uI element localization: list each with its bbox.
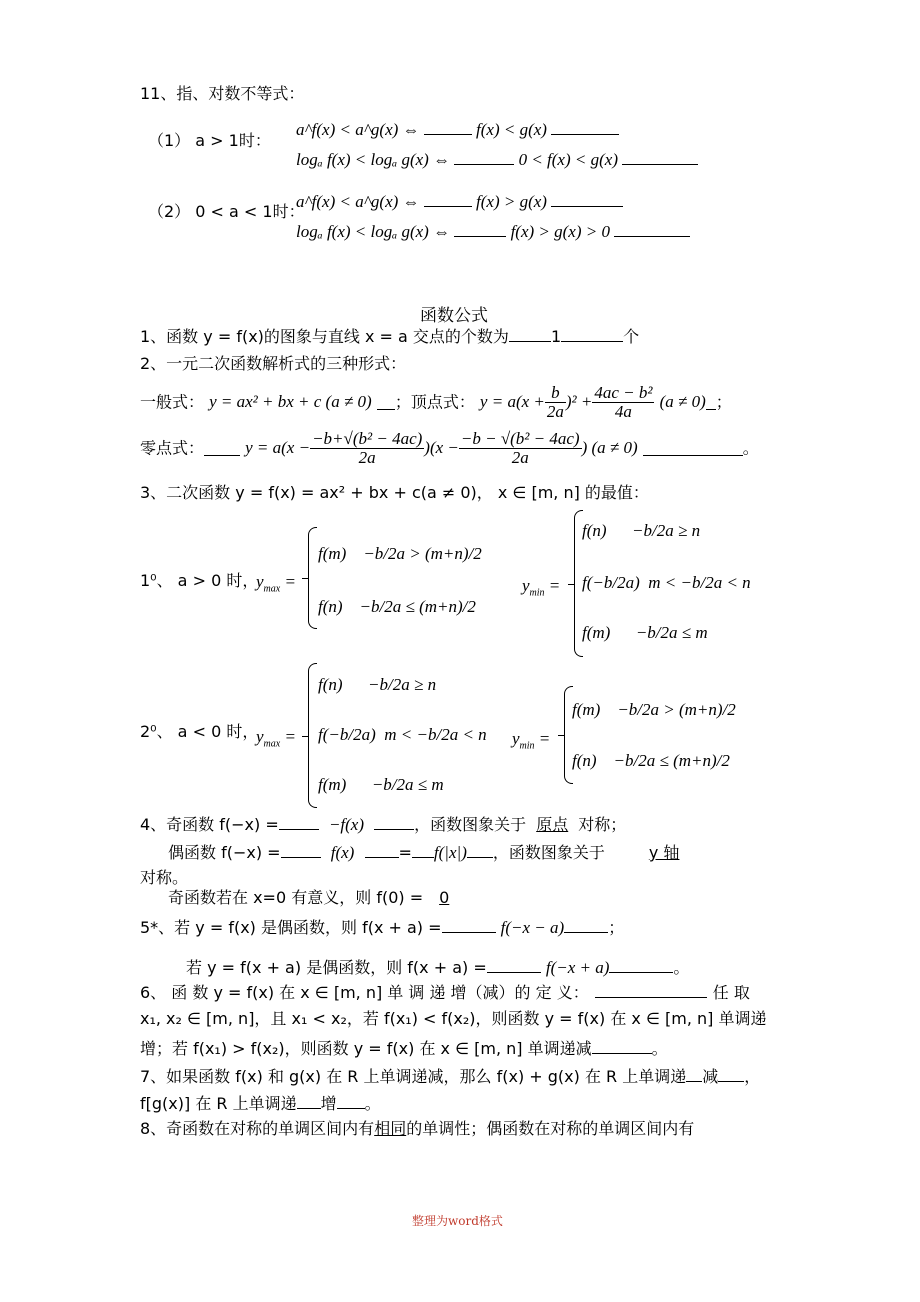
s11-c1-line1	[296, 120, 619, 138]
p7-l1-pre: 7、如果函数 f(x) 和 g(x) 在 R 上单调递减，那么 f(x) + g(x) 在 R 上单调递	[140, 1067, 687, 1086]
p6-l1: 6、 函 数 y = f(x) 在 x ∈ [m, n] 单 调 递 增（减）的 定 义：	[140, 983, 589, 1002]
p8-pre: 8、奇函数在对称的单调区间内有	[140, 1119, 375, 1138]
p2-vertex-post: (a ≠ 0)	[659, 392, 706, 411]
p5-l2-pre: 若 y = f(x + a) 是偶函数，则 f(x + a) =	[186, 958, 487, 977]
p3-c1-max-row2: f(n) −b/2a ≤ (m+n)/2	[318, 597, 476, 616]
p8-post: 的单调性；偶函数在对称的单调区间内有	[406, 1119, 695, 1138]
s11-c2-l2-ans: f(x) > g(x) > 0	[510, 222, 610, 241]
p3-c2-ymax: $y_{max}$ =	[256, 727, 296, 750]
p2-end2: 。	[742, 438, 759, 458]
p3-c1-max-row1: f(m) −b/2a > (m+n)/2	[318, 544, 482, 563]
p6-line2: x₁, x₂ ∈ [m, n]，且 x₁ < x₂，若 f(x₁) < f(x₂)，则函数 y = f(x) 在 x ∈ [m, n] 单调递	[140, 1009, 767, 1028]
p6-l3-post: 。	[651, 1039, 668, 1058]
p4-odd-mid: ，函数图象关于	[414, 815, 527, 834]
p2-zero-f1-num: −b+√(b² − 4ac)	[312, 429, 423, 448]
p2-end1: ；	[715, 392, 732, 412]
p2-zero-post: ) (a ≠ 0)	[581, 438, 638, 457]
p3-c2-ymin: $y_{min}$ =	[512, 729, 551, 752]
p7-l2-pre: f[g(x)] 在 R 上单调递	[140, 1094, 297, 1113]
p8-ans: 相同	[374, 1119, 407, 1138]
s11-title: 11、指、对数不等式：	[140, 84, 305, 103]
p2-zero-f2-num: −b − √(b² − 4ac)	[460, 429, 580, 448]
p5-l1-ans: f(−x − a)	[500, 918, 565, 937]
p7-line1	[140, 1067, 760, 1085]
s11-c1-l1-left: a^f(x) < a^g(x) ⇔	[296, 120, 420, 139]
p3-case2-label: 2⁰、 a < 0 时，	[140, 722, 259, 741]
p6-line3	[140, 1039, 668, 1057]
p2-general-label: 一般式：	[140, 392, 205, 412]
s11-c2-line1	[296, 192, 623, 210]
p4-odd-sym: 原点	[536, 815, 569, 834]
p4-odd0-line	[168, 890, 457, 906]
p1-line	[140, 327, 639, 345]
s11-c1-l2-left: logₐ f(x) < logₐ g(x) ⇔	[296, 150, 451, 169]
p2-zero-f1-den: 2a	[358, 447, 376, 467]
p3-c2-max-row1: f(n) −b/2a ≥ n	[318, 675, 437, 694]
p2-vertex-frac2-den: 4a	[614, 401, 632, 421]
p4-even-mid: ，函数图象关于	[492, 843, 605, 862]
s11-c2-l1-left: a^f(x) < a^g(x) ⇔	[296, 192, 420, 211]
s11-c1-line2	[296, 150, 698, 168]
s11-c1-l1-ans: f(x) < g(x)	[476, 120, 547, 139]
p4-even-ans2: f(|x|)	[433, 843, 467, 862]
p2-general-formula: y = ax² + bx + c (a ≠ 0)	[209, 392, 372, 411]
s11-c2-line2	[296, 222, 690, 240]
p3-c1-ymin: $y_{min}$ =	[522, 576, 561, 599]
p4-odd-ans: −f(x)	[328, 815, 364, 834]
p4-even-pre: 偶函数 f(−x) =	[168, 843, 281, 862]
p7-l2-ans: 增	[320, 1094, 337, 1113]
p4-odd-line	[140, 815, 626, 833]
p3-case1-label: 1⁰、 a > 0 时，	[140, 571, 259, 590]
p2-zero-pre: y = a(x −	[245, 438, 311, 457]
p2-vertex-mid: )² +	[565, 392, 593, 411]
p5-l1-pre: 5*、若 y = f(x) 是偶函数，则 f(x + a) =	[140, 918, 442, 937]
p5-l1-post: ；	[608, 918, 625, 937]
s11-case1-label: （1） a > 1时：	[148, 131, 271, 150]
p4-odd-post: 对称；	[578, 815, 627, 834]
p4-odd0-pre: 奇函数若在 x=0 有意义，则 f(0) =	[168, 888, 424, 907]
p8-line	[140, 1121, 694, 1137]
p2-title: 2、一元二次函数解析式的三种形式：	[140, 354, 407, 373]
p3-c1-ymax: $y_{max}$ =	[256, 572, 296, 595]
p5-l2-post: 。	[673, 958, 690, 977]
p2-vertex-pre: y = a(x +	[479, 392, 545, 411]
p7-l1-ans: 减	[702, 1067, 719, 1086]
p4-even-sym: y 轴	[648, 843, 680, 862]
p3-c1-min-row2: f(−b/2a) m < −b/2a < n	[582, 573, 751, 592]
p3-title: 3、二次函数 y = f(x) = ax² + bx + c(a ≠ 0)， x ∈ [m, n] 的最值：	[140, 483, 649, 502]
p6-l3-pre: 增；若 f(x₁) > f(x₂)，则函数 y = f(x) 在 x ∈ [m, n] 单调递减	[140, 1039, 592, 1058]
p2-vertex-frac-num: b	[545, 384, 566, 403]
p2-vertex-frac-den: 2a	[546, 401, 564, 421]
p5-line2	[186, 958, 689, 976]
p4-even-post: 对称。	[140, 868, 189, 887]
p2-zero-line	[140, 430, 759, 467]
p4-odd-pre: 4、奇函数 f(−x) =	[140, 815, 279, 834]
p1-ans: 1	[550, 327, 562, 346]
p2-zero-f2-den: 2a	[511, 447, 529, 467]
s11-case2-label: （2） 0 < a < 1时：	[148, 202, 305, 221]
p6-line1	[140, 983, 750, 1001]
p7-line2	[140, 1094, 381, 1112]
p3-c1-max-brace	[308, 527, 317, 629]
s11-c1-l2-ans: 0 < f(x) < g(x)	[518, 150, 618, 169]
p7-l1-post: ，	[744, 1067, 761, 1086]
p3-c2-min-row1: f(m) −b/2a > (m+n)/2	[572, 700, 736, 719]
s11-c2-l1-ans: f(x) > g(x)	[476, 192, 547, 211]
p3-c2-min-row2: f(n) −b/2a ≤ (m+n)/2	[572, 751, 730, 770]
p4-even-ans: f(x)	[330, 843, 355, 862]
p3-c1-min-row1: f(n) −b/2a ≥ n	[582, 521, 701, 540]
p1-pre: 1、函数 y = f(x)的图象与直线 x = a 交点的个数为	[140, 327, 509, 346]
p2-zero-label: 零点式：	[140, 438, 205, 458]
p4-even-line	[168, 843, 679, 861]
p3-c1-min-row3: f(m) −b/2a ≤ m	[582, 623, 708, 642]
p3-c2-max-brace	[308, 663, 317, 808]
p4-even-eq: =	[398, 843, 412, 862]
p1-post: 个	[623, 327, 640, 346]
p7-l2-post: 。	[364, 1094, 381, 1113]
s11-c2-l2-left: logₐ f(x) < logₐ g(x) ⇔	[296, 222, 451, 241]
p6-l1-end: 任 取	[712, 983, 750, 1002]
p3-c2-max-row2: f(−b/2a) m < −b/2a < n	[318, 725, 487, 744]
p4-odd0-ans: 0	[439, 888, 450, 907]
p3-c2-max-row3: f(m) −b/2a ≤ m	[318, 775, 444, 794]
p2-vertex-label: ；顶点式：	[394, 392, 475, 412]
p2-vertex-frac2-num: 4ac − b²	[594, 383, 653, 402]
section-heading: 函数公式	[420, 306, 488, 326]
p2-zero-mid: )(x −	[424, 438, 459, 457]
p2-general-line	[140, 384, 732, 421]
p5-l2-ans: f(−x + a)	[545, 958, 610, 977]
page-footer: 整理为word格式	[412, 1214, 503, 1228]
p5-line1	[140, 918, 624, 936]
